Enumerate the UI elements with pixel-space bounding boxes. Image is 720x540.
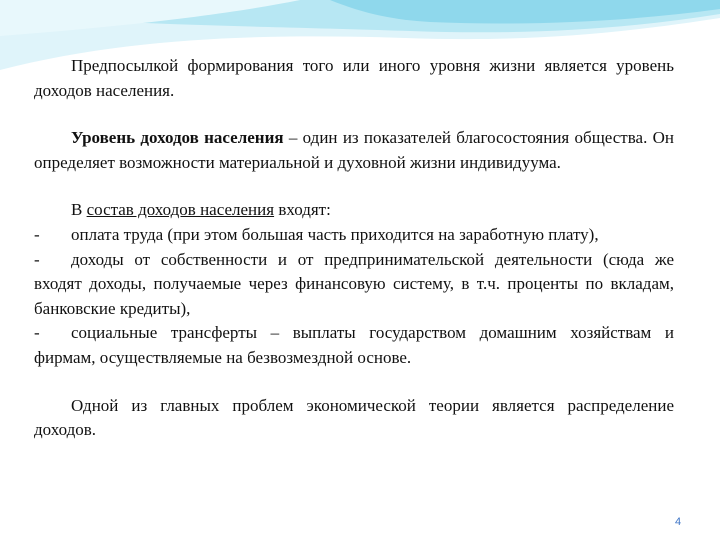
list-item-text: оплата труда (при этом большая часть приходится на заработную плату),: [71, 224, 599, 244]
definition-text: – один из показателей благосостояния общества. Он определяет возможности материальной и духовной жизни индивидуума.: [34, 128, 674, 172]
composition-underlined-term: состав доходов населения: [86, 200, 275, 220]
income-list-item: [34, 248, 674, 322]
paragraph-income-prerequisite: Предпосылкой формирования того или иного уровня жизни является уровень доходов населения.: [34, 56, 674, 100]
list-dash: -: [34, 249, 40, 269]
page-number: 4: [675, 516, 682, 528]
list-dash: -: [34, 323, 40, 343]
paragraph-income-distribution-problem: Одной из главных проблем экономической теории является распределение доходов.: [34, 395, 674, 440]
income-list-item: [34, 223, 674, 248]
paragraph-income-composition: [34, 198, 674, 223]
list-item-text: социальные трансферты – выплаты государством домашним хозяйствам и фирмам, осуществляемые на безвозмездной основе.: [34, 323, 674, 367]
definition-term: Уровень доходов населения: [71, 128, 284, 148]
income-list-item: [34, 321, 674, 370]
list-dash: -: [34, 224, 40, 244]
list-item-text: доходы от собственности и от предпринимательской деятельности (сюда же входят доходы, получаемые через финансовую систему, в т.ч. проценты по вкладам, банковские кредиты),: [34, 249, 674, 318]
paragraph-income-definition: [34, 126, 674, 175]
composition-suffix: входят:: [274, 200, 331, 220]
main-text-block: [34, 54, 674, 443]
composition-prefix: В: [71, 200, 87, 220]
